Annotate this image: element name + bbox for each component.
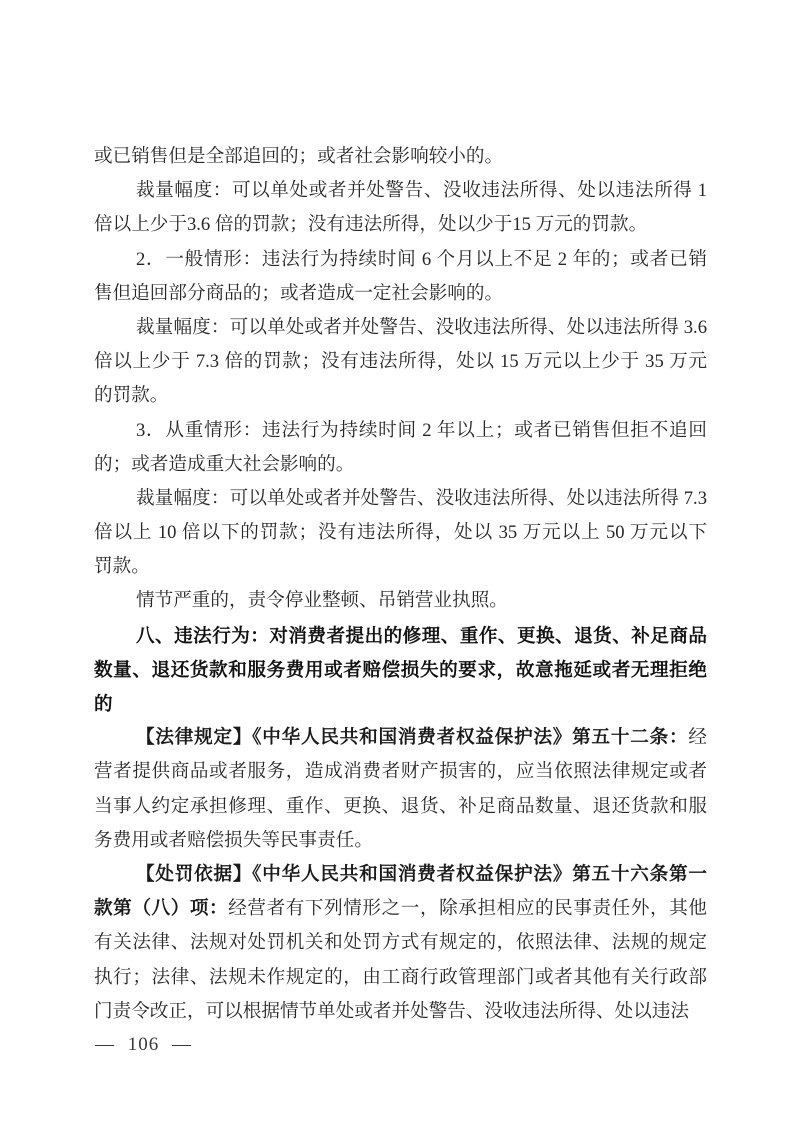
- text-line: [94, 345, 707, 379]
- text-segment-body: 的；或者造成重大社会影响的。: [94, 453, 355, 475]
- text-segment-boldserif: 【处罚依据】《中华人民共和国消费者权益保护法》第五十六条第一: [136, 863, 707, 885]
- text-line: [94, 995, 707, 1029]
- text-segment-body: 营者提供商品或者服务，造成消费者财产损害的，应当依照法律规定或者: [94, 761, 707, 783]
- text-line: [94, 790, 707, 824]
- text-segment-body: 务费用或者赔偿损失等民事责任。: [94, 829, 373, 851]
- text-segment-body: 倍以上少于 7.3 倍的罚款；没有违法所得，处以 15 万元以上少于 35 万元: [94, 351, 707, 373]
- text-line: [94, 174, 707, 208]
- text-segment-body: 罚款。: [94, 556, 150, 578]
- text-line: [94, 414, 707, 448]
- text-line: [94, 448, 707, 482]
- text-segment-body: 门责令改正，可以根据情节单处或者并处警告、没收违法所得、处以违法: [94, 1000, 690, 1022]
- text-line: [94, 550, 707, 584]
- text-segment-body: 经营者有下列情形之一，除承担相应的民事责任外，其他: [228, 898, 707, 920]
- text-segment-body: 2．一般情形：违法行为持续时间 6 个月以上不足 2 年的；或者已销: [136, 248, 707, 270]
- text-segment-boldserif: 款第（八）项：: [94, 898, 229, 920]
- text-segment-body: 裁量幅度：可以单处或者并处警告、没收违法所得、处以违法所得 1: [136, 180, 707, 202]
- text-segment-body: 情节严重的，责令停业整顿、吊销营业执照。: [136, 590, 508, 612]
- page-footer: [95, 1030, 192, 1060]
- text-segment-body: 售但追回部分商品的；或者造成一定社会影响的。: [94, 282, 504, 304]
- text-line: [94, 892, 707, 926]
- text-line: [94, 619, 707, 653]
- text-segment-body: 的罚款。: [94, 385, 169, 407]
- text-segment-body: 执行；法律、法规未作规定的，由工商行政管理部门或者其他有关行政部: [94, 966, 707, 988]
- text-line: [94, 311, 707, 345]
- text-segment-body: 裁量幅度：可以单处或者并处警告、没收违法所得、处以违法所得 7.3: [136, 487, 707, 509]
- text-segment-body: 倍以上少于3.6 倍的罚款；没有违法所得，处以少于15 万元的罚款。: [94, 214, 648, 236]
- text-segment-body: 裁量幅度：可以单处或者并处警告、没收违法所得、处以违法所得 3.6: [136, 316, 707, 338]
- text-segment-boldserif: 【法律规定】《中华人民共和国消费者权益保护法》第五十二条：: [136, 727, 689, 749]
- text-line: [94, 755, 707, 789]
- text-line: [94, 208, 707, 242]
- text-line: [94, 721, 707, 755]
- text-line: [94, 584, 707, 618]
- legal-text-block: [94, 140, 707, 1029]
- text-line: [94, 140, 707, 174]
- text-segment-body: 或已销售但是全部追回的；或者社会影响较小的。: [94, 146, 504, 167]
- page-number: — 106 —: [95, 1034, 192, 1055]
- text-line: [94, 824, 707, 858]
- text-segment-hei: 数量、退还货款和服务费用或者赔偿损失的要求，故意拖延或者无理拒绝: [94, 658, 707, 680]
- text-segment-body: 当事人约定承担修理、重作、更换、退货、补足商品数量、退还货款和服: [94, 795, 707, 817]
- text-segment-body: 倍以上 10 倍以下的罚款；没有违法所得，处以 35 万元以上 50 万元以下: [94, 522, 707, 544]
- text-line: [94, 482, 707, 516]
- text-line: [94, 926, 707, 960]
- text-segment-hei: 八、违法行为：对消费者提出的修理、重作、更换、退货、补足商品: [136, 624, 707, 646]
- text-segment-body: 3．从重情形：违法行为持续时间 2 年以上；或者已销售但拒不追回: [136, 419, 707, 441]
- text-line: [94, 858, 707, 892]
- text-line: [94, 516, 707, 550]
- text-segment-hei: 的: [94, 693, 113, 714]
- text-line: [94, 687, 707, 721]
- text-line: [94, 653, 707, 687]
- text-segment-body: 有关法律、法规对处罚机关和处罚方式有规定的，依照法律、法规的规定: [94, 932, 707, 954]
- text-line: [94, 379, 707, 413]
- text-line: [94, 277, 707, 311]
- text-segment-body: 经: [688, 727, 707, 749]
- text-line: [94, 243, 707, 277]
- text-line: [94, 961, 707, 995]
